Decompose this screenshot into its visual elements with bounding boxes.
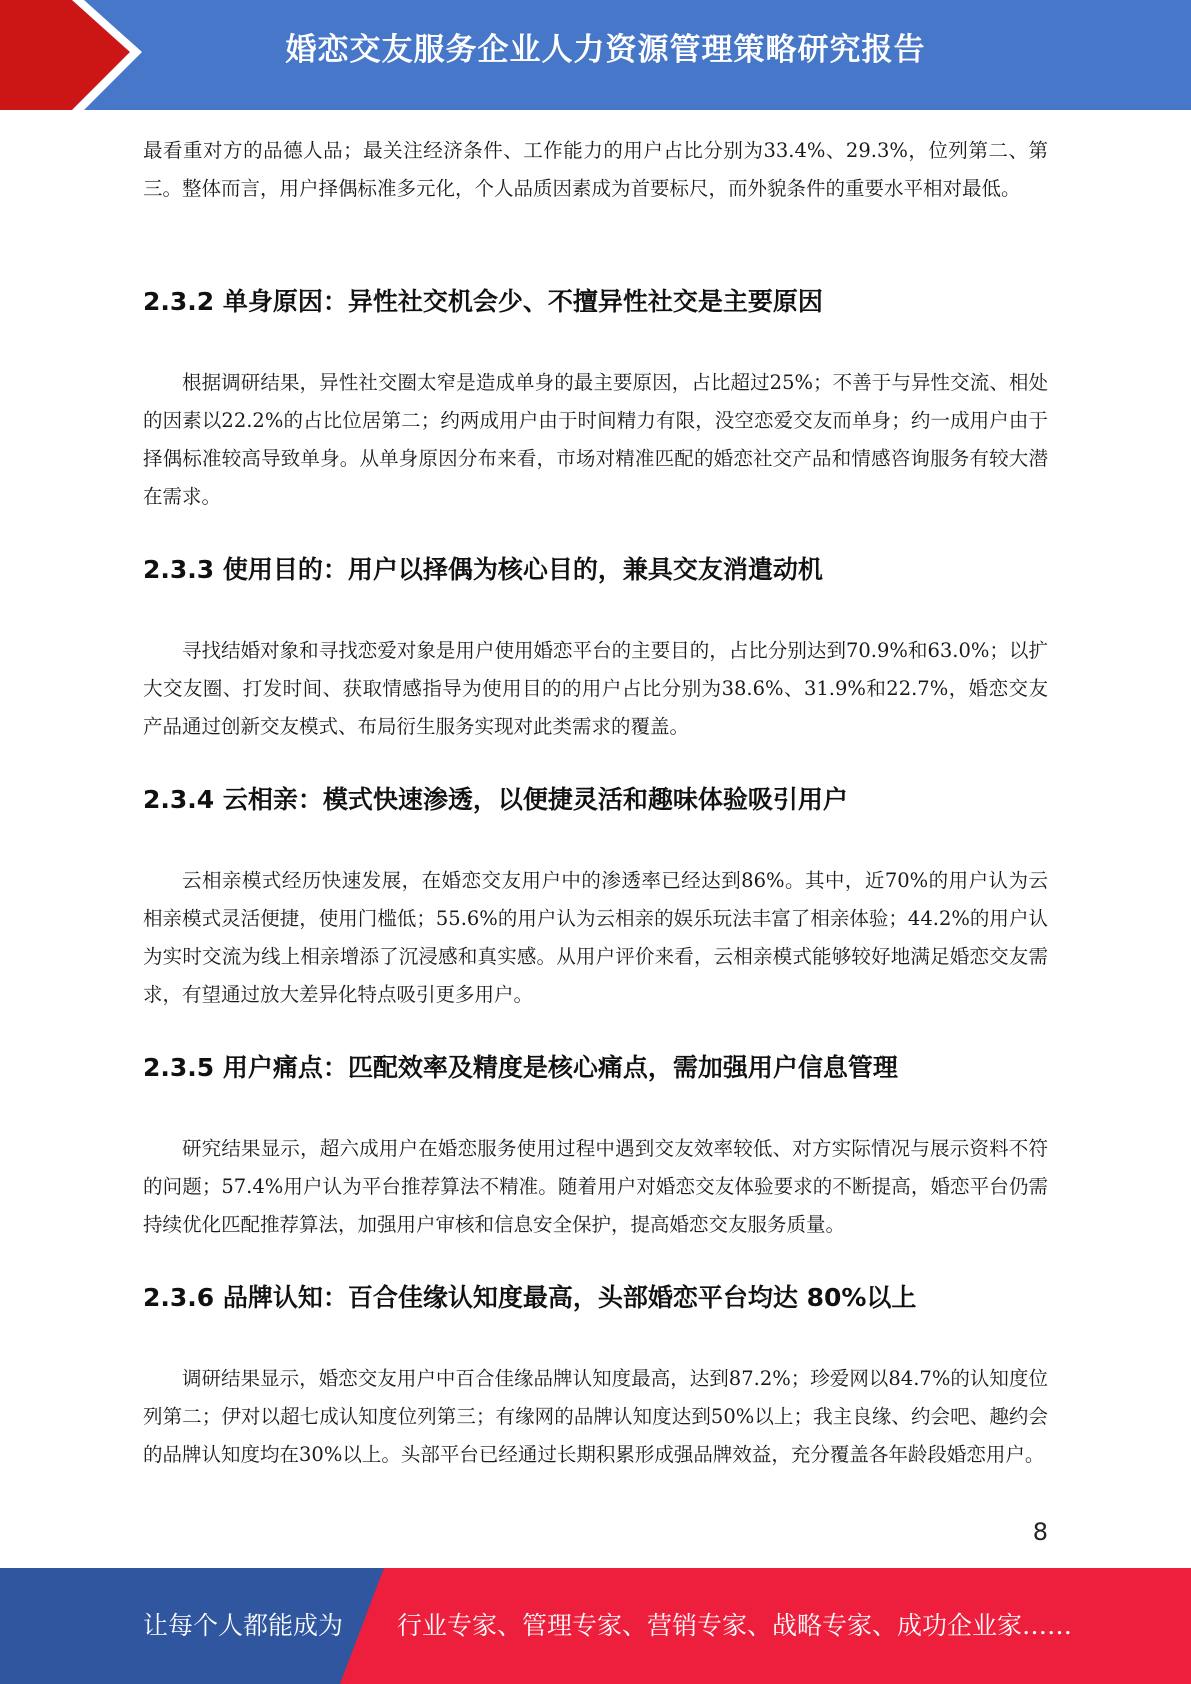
footer-slogan-right: 行业专家、管理专家、营销专家、战略专家、成功企业家…… xyxy=(397,1611,1073,1640)
footer-slogan-left: 让每个人都能成为 xyxy=(143,1611,344,1640)
page-number: 8 xyxy=(1032,1518,1048,1546)
section-body-2-3-5: 研究结果显示，超六成用户在婚恋服务使用过程中遇到交友效率较低、对方实际情况与展示资料不符的问题；57.4%用户认为平台推荐算法不精准。随着用户对婚恋交友体验要求的不断提高，婚恋平台仍需持续优化匹配推荐算法，加强用户审核和信息安全保护，提高婚恋交友服务质量。 xyxy=(143,1137,1048,1236)
section-heading-2-3-3: 2.3.3 使用目的：用户以择偶为核心目的，兼具交友消遣动机 xyxy=(143,555,823,584)
section-heading-2-3-4: 2.3.4 云相亲：模式快速渗透，以便捷灵活和趣味体验吸引用户 xyxy=(143,785,848,814)
section-heading-2-3-2: 2.3.2 单身原因：异性社交机会少、不擅异性社交是主要原因 xyxy=(143,287,823,316)
section-body-2-3-3: 寻找结婚对象和寻找恋爱对象是用户使用婚恋平台的主要目的，占比分别达到70.9%和63.0%；以扩大交友圈、打发时间、获取情感指导为使用目的的用户占比分别为38.6%、31.9%和22.7%，婚恋交友产品通过创新交友模式、布局衍生服务实现对此类需求的覆盖。 xyxy=(143,639,1048,738)
report-title: 婚恋交友服务企业人力资源管理策略研究报告 xyxy=(285,32,926,68)
page-header xyxy=(0,0,1191,110)
section-heading-2-3-6: 2.3.6 品牌认知：百合佳缘认知度最高，头部婚恋平台均达 80%以上 xyxy=(143,1283,917,1312)
page-footer xyxy=(0,1568,1191,1684)
intro-paragraph: 最看重对方的品德人品；最关注经济条件、工作能力的用户占比分别为33.4%、29.3%，位列第二、第三。整体而言，用户择偶标准多元化，个人品质因素成为首要标尺，而外貌条件的重要水平相对最低。 xyxy=(143,139,1048,200)
section-body-2-3-2: 根据调研结果，异性社交圈太窄是造成单身的最主要原因，占比超过25%；不善于与异性交流、相处的因素以22.2%的占比位居第二；约两成用户由于时间精力有限，没空恋爱交友而单身；约一成用户由于择偶标准较高导致单身。从单身原因分布来看，市场对精准匹配的婚恋社交产品和情感咨询服务有较大潜在需求。 xyxy=(143,371,1048,508)
header-arrow-decoration xyxy=(0,0,160,110)
section-body-2-3-6: 调研结果显示，婚恋交友用户中百合佳缘品牌认知度最高，达到87.2%；珍爱网以84.7%的认知度位列第二；伊对以超七成认知度位列第三；有缘网的品牌认知度达到50%以上；我主良缘、约会吧、趣约会的品牌认知度均在30%以上。头部平台已经通过长期积累形成强品牌效益，充分覆盖各年龄段婚恋用户。 xyxy=(143,1367,1048,1466)
section-body-2-3-4: 云相亲模式经历快速发展，在婚恋交友用户中的渗透率已经达到86%。其中，近70%的用户认为云相亲模式灵活便捷，使用门槛低；55.6%的用户认为云相亲的娱乐玩法丰富了相亲体验；44.2%的用户认为实时交流为线上相亲增添了沉浸感和真实感。从用户评价来看，云相亲模式能够较好地满足婚恋交友需求，有望通过放大差异化特点吸引更多用户。 xyxy=(143,869,1048,1006)
section-heading-2-3-5: 2.3.5 用户痛点：匹配效率及精度是核心痛点，需加强用户信息管理 xyxy=(143,1053,898,1082)
